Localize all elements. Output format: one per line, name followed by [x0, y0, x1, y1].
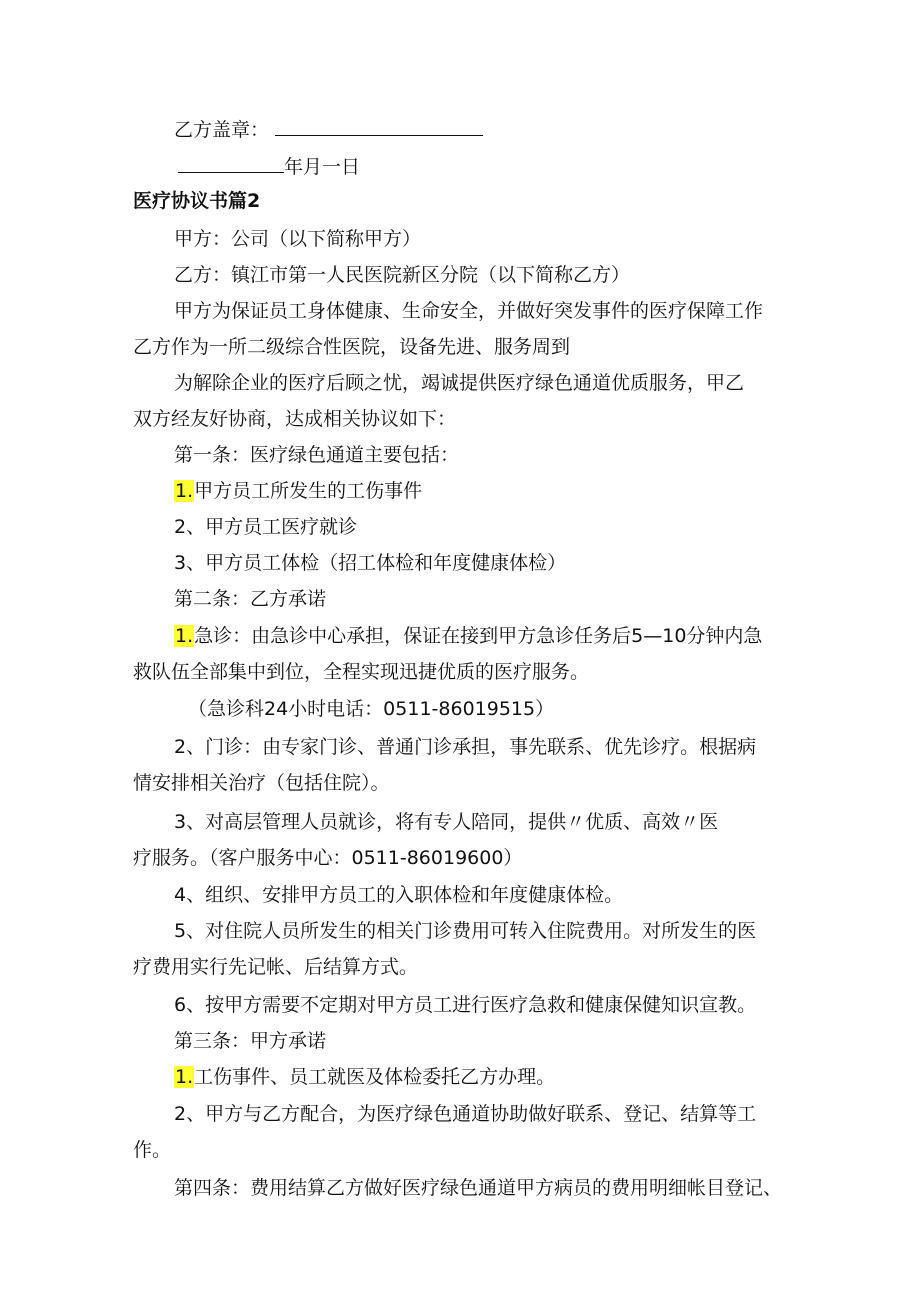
article-1-item-2: 2、甲方员工医疗就诊	[174, 516, 358, 538]
intro-paragraph-line: 乙方作为一所二级综合性医院，设备先进、服务周到	[133, 336, 571, 358]
article-1-item-3: 3、甲方员工体检（招工体检和年度健康体检）	[174, 552, 567, 574]
item-text: 甲方员工所发生的工伤事件	[194, 480, 423, 502]
item-text: 急诊：由急诊中心承担，保证在接到甲方急诊任务后5—10分钟内急	[194, 625, 763, 647]
item-text: 工伤事件、员工就医及体检委托乙方办理。	[194, 1066, 556, 1088]
article-2-item-1	[174, 623, 762, 649]
item-number-highlight: 1.	[175, 1066, 194, 1088]
article-3-item-2: 2、甲方与乙方配合，为医疗绿色通道协助做好联系、登记、结算等工	[174, 1103, 757, 1125]
article-2-item-3-cont: 疗服务。（客户服务中心：0511-86019600）	[133, 847, 523, 869]
article-1-heading: 第一条：医疗绿色通道主要包括：	[174, 444, 460, 466]
seal-blank	[275, 117, 483, 136]
article-3-heading: 第三条：甲方承诺	[174, 1030, 327, 1052]
intro-paragraph-line: 为解除企业的医疗后顾之忧，竭诚提供医疗绿色通道优质服务，甲乙	[174, 372, 745, 394]
intro-paragraph-line: 双方经友好协商，达成相关协议如下：	[133, 408, 457, 430]
article-2-item-5: 5、对住院人员所发生的相关门诊费用可转入住院费用。对所发生的医	[174, 920, 757, 942]
article-2-item-6: 6、按甲方需要不定期对甲方员工进行医疗急救和健康保健知识宣教。	[174, 994, 757, 1016]
signature-date-line	[178, 154, 360, 180]
date-text: 年月一日	[284, 156, 361, 178]
article-2-item-3: 3、对高层管理人员就诊，将有专人陪同，提供〃优质、高效〃医	[174, 811, 719, 833]
party-a-line: 甲方：公司（以下简称甲方）	[174, 228, 422, 250]
article-3-item-2-cont: 作。	[133, 1139, 172, 1161]
article-3-item-1	[174, 1064, 555, 1090]
item-number-highlight: 1.	[175, 480, 194, 502]
party-b-line: 乙方：镇江市第一人民医院新区分院（以下简称乙方）	[174, 264, 631, 286]
article-2-item-2-cont: 情安排相关治疗（包括住院）。	[133, 772, 390, 794]
signature-seal-line	[174, 117, 483, 143]
item-number-highlight: 1.	[175, 625, 194, 647]
article-2-item-2: 2、门诊：由专家门诊、普通门诊承担，事先联系、优先诊疗。根据病	[174, 736, 757, 758]
section-heading: 医疗协议书篇2	[133, 190, 261, 212]
article-4-line: 第四条：费用结算乙方做好医疗绿色通道甲方病员的费用明细帐目登记、	[174, 1177, 783, 1199]
article-2-item-4: 4、组织、安排甲方员工的入职体检和年度健康体检。	[174, 884, 624, 906]
date-blank	[178, 154, 284, 173]
party-b-seal-label: 乙方盖章：	[174, 119, 270, 141]
article-1-item-1	[174, 478, 422, 504]
article-2-heading: 第二条：乙方承诺	[174, 588, 327, 610]
intro-paragraph-line: 甲方为保证员工身体健康、生命安全，并做好突发事件的医疗保障工作	[174, 300, 764, 322]
article-2-item-5-cont: 疗费用实行先记帐、后结算方式。	[133, 956, 419, 978]
article-2-item-1-cont: 救队伍全部集中到位，全程实现迅捷优质的医疗服务。	[133, 661, 590, 683]
emergency-phone-line: （急诊科24小时电话：0511-86019515）	[188, 698, 555, 720]
